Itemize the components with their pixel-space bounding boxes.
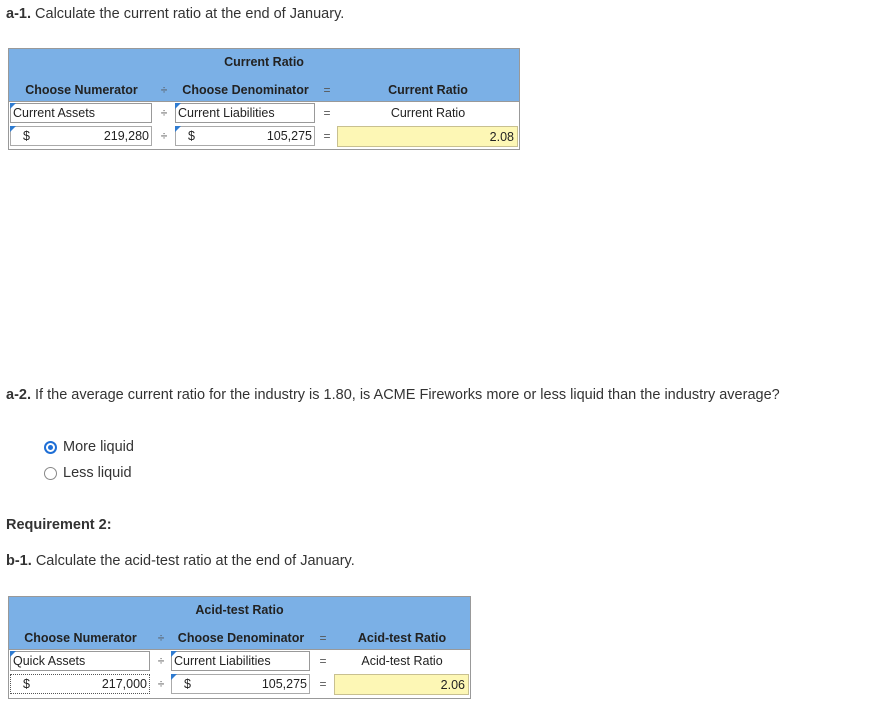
divide-symbol: ÷	[157, 631, 165, 645]
flag-icon	[171, 651, 177, 657]
denominator-select[interactable]	[175, 103, 315, 123]
divide-symbol: ÷	[157, 654, 165, 668]
currency-symbol: $	[188, 129, 195, 143]
radio-selected-icon[interactable]	[44, 441, 57, 454]
question-b1-text: Calculate the acid-test ratio at the end of January.	[35, 553, 355, 569]
result-label: Current Ratio	[390, 106, 466, 120]
numerator-select[interactable]	[10, 103, 152, 123]
radio-label: More liquid	[63, 439, 134, 455]
equals-symbol: =	[323, 83, 331, 97]
current-ratio-table	[8, 48, 520, 150]
result-label: Acid-test Ratio	[361, 654, 443, 668]
question-a2-text: If the average current ratio for the industry is 1.80, is ACME Fireworks more or less liquid than the industry average?	[35, 387, 780, 403]
currency-symbol: $	[23, 677, 30, 691]
question-b1	[6, 553, 355, 569]
acid-test-ratio-table	[8, 596, 471, 699]
question-a1-text: Calculate the current ratio at the end of January.	[35, 6, 345, 22]
equals-symbol: =	[319, 677, 327, 691]
numerator-select-value: Current Assets	[13, 106, 95, 120]
denominator-input[interactable]	[171, 674, 310, 694]
flag-icon	[175, 103, 181, 109]
numerator-value: 217,000	[101, 677, 147, 691]
flag-icon	[175, 126, 181, 132]
equals-symbol: =	[319, 631, 327, 645]
radio-unselected-icon[interactable]	[44, 467, 57, 480]
equals-symbol: =	[323, 129, 331, 143]
radio-less-liquid[interactable]	[44, 465, 132, 481]
requirement-2-heading: Requirement 2:	[6, 517, 112, 533]
result-value: 2.08	[337, 126, 518, 147]
radio-label: Less liquid	[63, 465, 132, 481]
question-a1-label: a-1.	[6, 6, 31, 22]
divide-symbol: ÷	[160, 129, 168, 143]
denominator-value: 105,275	[266, 129, 312, 143]
flag-icon	[10, 126, 16, 132]
flag-icon	[171, 674, 177, 680]
table-title: Current Ratio	[224, 55, 304, 69]
denominator-select-value: Current Liabilities	[178, 106, 275, 120]
numerator-header: Choose Numerator	[25, 83, 138, 97]
question-b1-label: b-1.	[6, 553, 32, 569]
denominator-select-value: Current Liabilities	[174, 654, 271, 668]
numerator-value: 219,280	[103, 129, 149, 143]
numerator-input[interactable]	[10, 126, 152, 146]
divide-symbol: ÷	[160, 106, 168, 120]
equals-symbol: =	[319, 654, 327, 668]
question-a2-label: a-2.	[6, 387, 31, 403]
denominator-input[interactable]	[175, 126, 315, 146]
question-a1	[6, 6, 344, 22]
table-title: Acid-test Ratio	[195, 603, 284, 617]
denominator-value: 105,275	[261, 677, 307, 691]
currency-symbol: $	[184, 677, 191, 691]
question-a2	[6, 387, 780, 403]
numerator-input[interactable]	[10, 674, 150, 694]
denominator-header: Choose Denominator	[182, 83, 309, 97]
flag-icon	[10, 103, 16, 109]
denominator-header: Choose Denominator	[177, 631, 305, 645]
divide-symbol: ÷	[157, 677, 165, 691]
flag-icon	[10, 651, 16, 657]
denominator-select[interactable]	[171, 651, 310, 671]
divide-symbol: ÷	[160, 83, 168, 97]
numerator-select-value: Quick Assets	[13, 654, 86, 668]
result-value: 2.06	[334, 674, 469, 695]
currency-symbol: $	[23, 129, 30, 143]
result-header: Acid-test Ratio	[357, 631, 447, 645]
radio-more-liquid[interactable]	[44, 439, 134, 455]
result-header: Current Ratio	[388, 83, 468, 97]
numerator-header: Choose Numerator	[24, 631, 137, 645]
equals-symbol: =	[323, 106, 331, 120]
numerator-select[interactable]	[10, 651, 150, 671]
